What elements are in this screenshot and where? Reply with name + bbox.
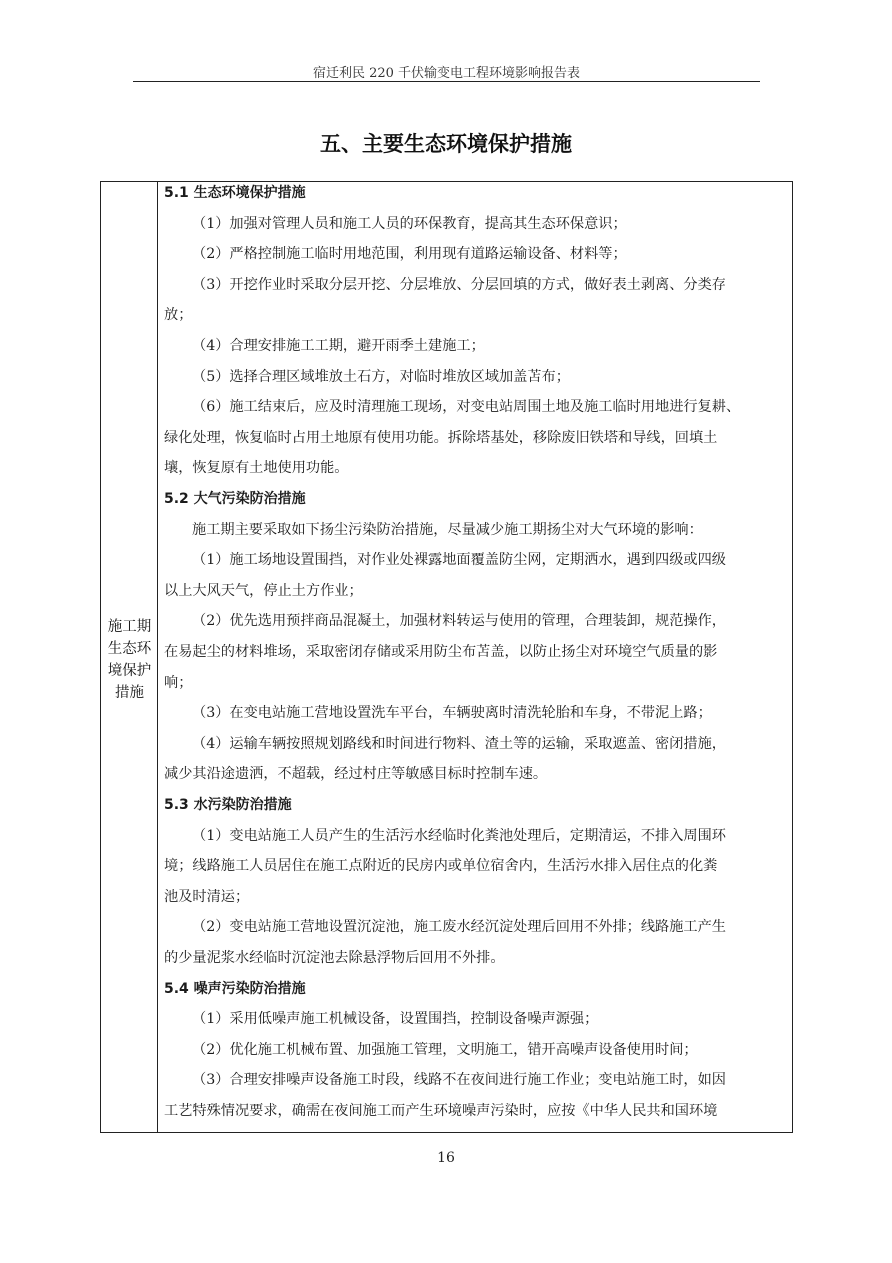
section-heading: 5.4 噪声污染防治措施 (164, 980, 306, 997)
paragraph-line: 施工期主要采取如下扬尘污染防治措施，尽量减少施工期扬尘对大气环境的影响： (192, 521, 703, 538)
paragraph-line: 境；线路施工人员居住在施工点附近的民房内或单位宿舍内，生活污水排入居住点的化粪 (164, 858, 718, 875)
paragraph-line: 在易起尘的材料堆场，采取密闭存储或采用防尘布苫盖，以防止扬尘对环境空气质量的影 (164, 644, 718, 660)
paragraph-line: 的少量泥浆水经临时沉淀池去除悬浮物后回用不外排。 (164, 950, 505, 966)
category-cell (101, 182, 158, 1132)
paragraph-line: （3）开挖作业时采取分层开挖、分层堆放、分层回填的方式，做好表土剥离、分类存 (192, 276, 726, 293)
page-number: 16 (437, 1150, 455, 1166)
section-heading: 5.2 大气污染防治措施 (164, 491, 306, 507)
category-label (101, 616, 158, 704)
category-label-line: 境保护 (107, 663, 152, 679)
header-rule (133, 81, 760, 82)
category-label-line: 措施 (115, 685, 144, 701)
section-heading: 5.3 水污染防治措施 (164, 797, 292, 813)
section-title: 五、主要生态环境保护措施 (320, 132, 572, 156)
paragraph-line: （2）优先选用预拌商品混凝土，加强材料转运与使用的管理，合理装卸，规范操作， (192, 613, 726, 630)
paragraph-line: 减少其沿途遗洒，不超载，经过村庄等敏感目标时控制车速。 (164, 766, 548, 783)
paragraph-line: （1）施工场地设置围挡，对作业处裸露地面覆盖防尘网，定期洒水，遇到四级或四级 (192, 552, 726, 569)
paragraph-line: （2）优化施工机械布置、加强施工管理，文明施工，错开高噪声设备使用时间； (192, 1041, 698, 1058)
paragraph-line: 壤，恢复原有土地使用功能。 (164, 460, 349, 477)
category-label-line: 生态环 (107, 641, 152, 657)
paragraph-line: （4）合理安排施工工期，避开雨季土建施工； (192, 338, 485, 354)
paragraph-line: （5）选择合理区域堆放土石方，对临时堆放区域加盖苫布； (192, 368, 570, 385)
paragraph-line: （2）变电站施工营地设置沉淀池，施工废水经沉淀处理后回用不外排；线路施工产生 (192, 919, 726, 936)
paragraph-line: 工艺特殊情况要求，确需在夜间施工而产生环境噪声污染时，应按《中华人民共和国环境 (164, 1103, 718, 1119)
paragraph-line: （3）合理安排噪声设备施工时段，线路不在夜间进行施工作业；变电站施工时，如因 (192, 1072, 726, 1089)
paragraph-line: （2）严格控制施工临时用地范围，利用现有道路运输设备、材料等； (192, 246, 627, 263)
paragraph-line: （4）运输车辆按照规划路线和时间进行物料、渣土等的运输，采取遮盖、密闭措施， (192, 735, 726, 752)
paragraph-line: 绿化处理，恢复临时占用土地原有使用功能。拆除塔基处，移除废旧铁塔和导线，回填土 (164, 429, 718, 446)
paragraph-line: 响； (164, 674, 193, 691)
paragraph-line: （1）加强对管理人员和施工人员的环保教育，提高其生态环保意识； (192, 215, 627, 232)
paragraph-line: 池及时清运； (164, 888, 250, 905)
measures-table (100, 181, 793, 1133)
category-label-line: 施工期 (107, 619, 152, 635)
paragraph-line: 以上大风天气，停止土方作业； (164, 582, 363, 599)
paragraph-line: （1）变电站施工人员产生的生活污水经临时化粪池处理后，定期清运，不排入周围环 (192, 827, 726, 844)
content-cell (164, 182, 788, 1132)
section-heading: 5.1 生态环境保护措施 (164, 185, 306, 201)
running-header: 宿迁利民 220 千伏输变电工程环境影响报告表 (312, 66, 581, 81)
paragraph-line: （1）采用低噪声施工机械设备，设置围挡，控制设备噪声源强； (192, 1011, 599, 1028)
paragraph-line: （6）施工结束后，应及时清理施工现场，对变电站周围土地及施工临时用地进行复耕、 (192, 399, 741, 416)
paragraph-line: （3）在变电站施工营地设置洗车平台，车辆驶离时清洗轮胎和车身，不带泥上路； (192, 705, 712, 722)
paragraph-line: 放； (164, 307, 193, 324)
